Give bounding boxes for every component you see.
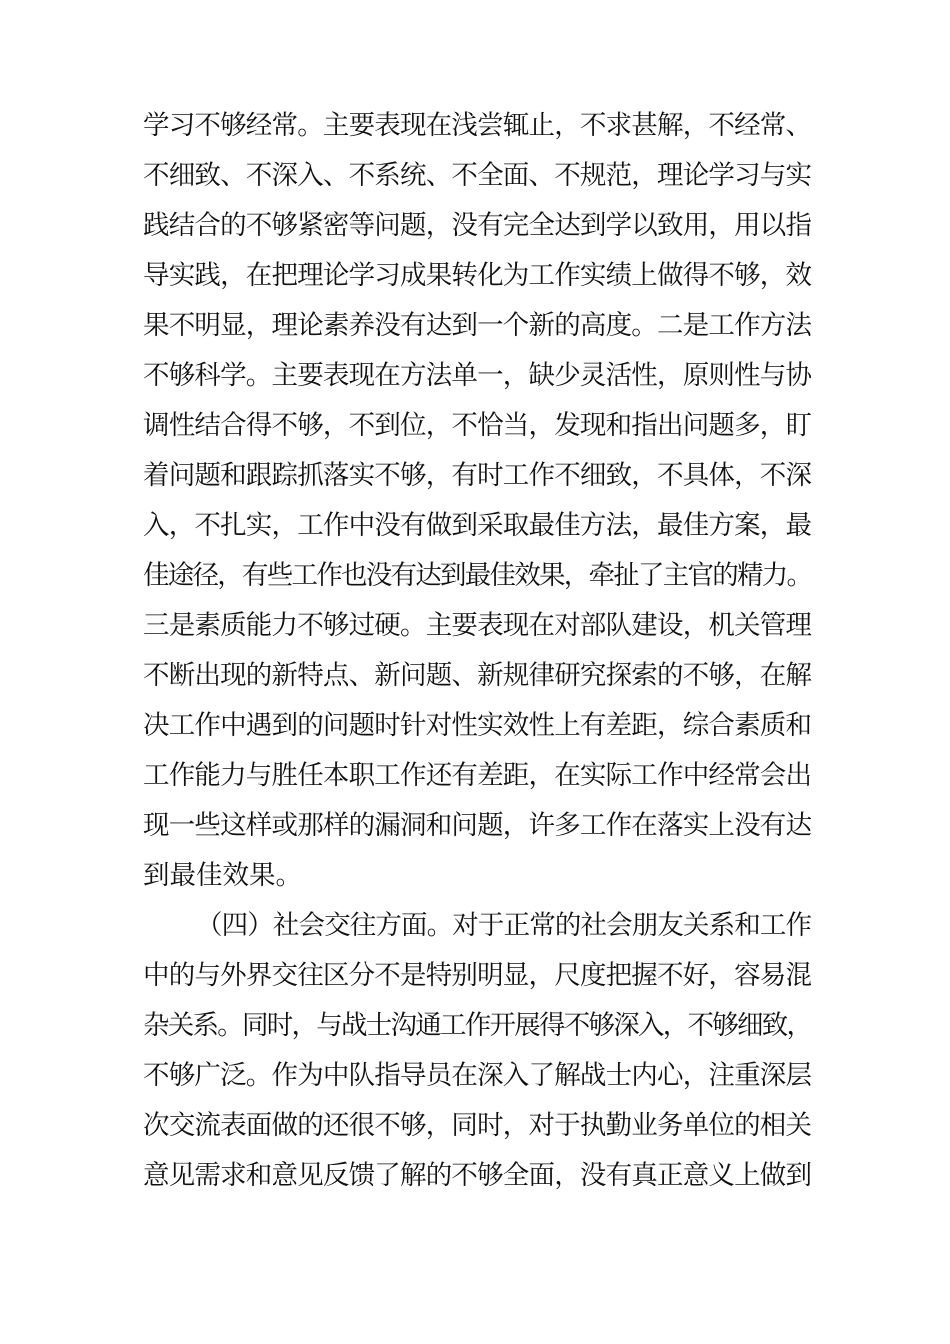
body-text <box>143 101 811 1201</box>
text-line-19: 杂关系。同时，与战士沟通工作开展得不够深入，不够细致， <box>143 1010 811 1041</box>
text-line-11: 三是素质能力不够过硬。主要表现在对部队建设，机关管理 <box>143 610 811 641</box>
text-line-18: 中的与外界交往区分不是特别明显，尺度把握不好，容易混 <box>143 960 811 991</box>
text-line-14: 工作能力与胜任本职工作还有差距，在实际工作中经常会出 <box>143 760 811 791</box>
text-line-13: 决工作中遇到的问题时针对性实效性上有差距，综合素质和 <box>143 710 811 741</box>
text-line-2: 不细致、不深入、不系统、不全面、不规范，理论学习与实 <box>143 160 811 191</box>
text-line-12: 不断出现的新特点、新问题、新规律研究探索的不够，在解 <box>143 660 811 691</box>
section-heading-line: （四）社会交往方面。对于正常的社会朋友关系和工作 <box>196 910 811 941</box>
text-line-21: 次交流表面做的还很不够，同时，对于执勤业务单位的相关 <box>143 1110 811 1141</box>
text-line-10: 佳途径，有些工作也没有达到最佳效果，牵扯了主官的精力。 <box>143 560 811 591</box>
text-line-16: 到最佳效果。 <box>143 860 302 891</box>
text-line-1: 学习不够经常。主要表现在浅尝辄止，不求甚解，不经常、 <box>143 110 811 141</box>
text-line-6: 不够科学。主要表现在方法单一，缺少灵活性，原则性与协 <box>143 360 811 391</box>
text-line-4: 导实践，在把理论学习成果转化为工作实绩上做得不够，效 <box>143 260 811 291</box>
text-line-22: 意见需求和意见反馈了解的不够全面，没有真正意义上做到 <box>143 1160 811 1191</box>
text-line-8: 着问题和跟踪抓落实不够，有时工作不细致，不具体，不深 <box>143 460 811 491</box>
text-line-20: 不够广泛。作为中队指导员在深入了解战士内心，注重深层 <box>143 1060 811 1091</box>
text-line-3: 践结合的不够紧密等问题，没有完全达到学以致用，用以指 <box>143 210 811 241</box>
text-line-5: 果不明显，理论素养没有达到一个新的高度。二是工作方法 <box>143 310 811 341</box>
text-line-9: 入，不扎实，工作中没有做到采取最佳方法，最佳方案，最 <box>143 510 811 541</box>
text-line-15: 现一些这样或那样的漏洞和问题，许多工作在落实上没有达 <box>143 810 811 841</box>
text-line-7: 调性结合得不够，不到位，不恰当，发现和指出问题多，盯 <box>143 410 811 441</box>
